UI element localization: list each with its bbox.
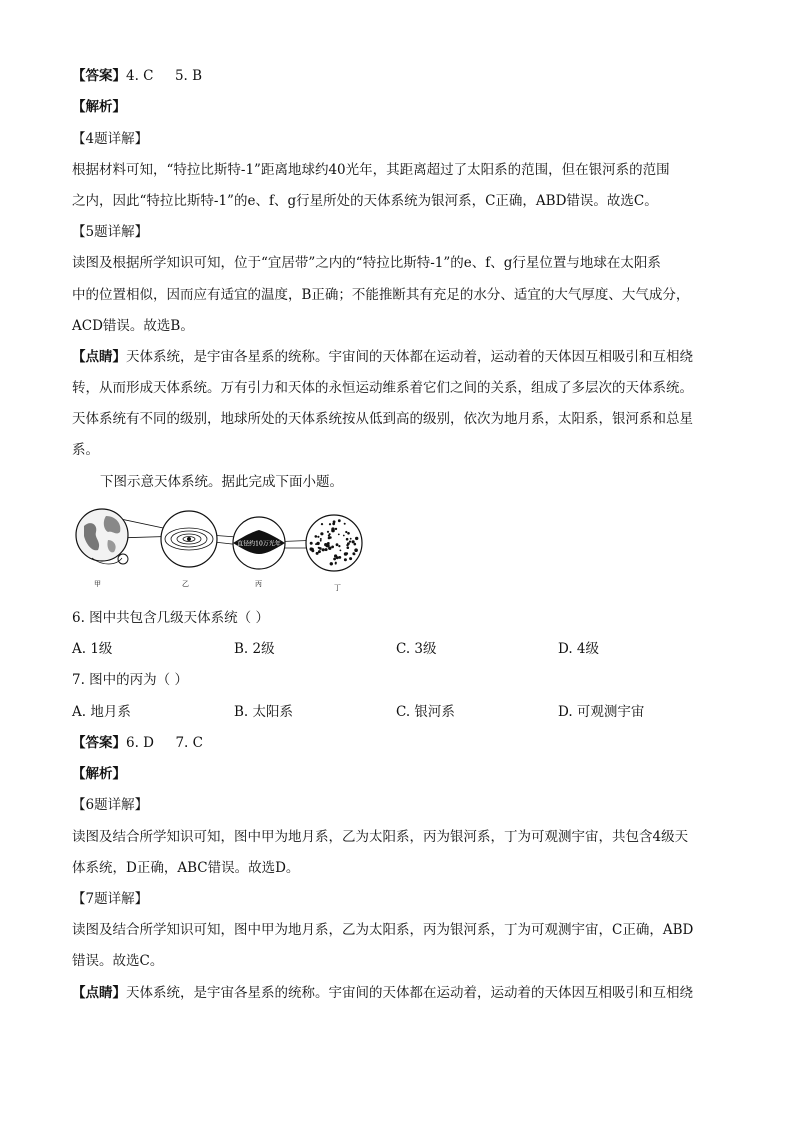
galaxy-dot bbox=[334, 554, 337, 557]
figure-label-bing: 丙 bbox=[255, 580, 262, 588]
q6-stem: 6. 图中共包含几级天体系统（ ） bbox=[72, 610, 269, 626]
galaxy-dot bbox=[338, 534, 340, 536]
answer-text: 4. C 5. B bbox=[126, 68, 203, 84]
galaxy-dot bbox=[327, 531, 329, 533]
analysis-tag: 【解析】 bbox=[72, 99, 126, 115]
galaxy-dot bbox=[315, 535, 318, 538]
q6-detail-line-2: 体系统，D正确，ABC错误。故选D。 bbox=[72, 860, 300, 876]
galaxy-dot bbox=[354, 548, 358, 552]
galaxy-dot bbox=[320, 540, 322, 542]
galaxy-dot bbox=[335, 528, 337, 530]
q6-detail-line-1: 读图及结合所学知识可知，图中甲为地月系，乙为太阳系，丙为银河系，丁为可观测宇宙，共包含4级天 bbox=[72, 829, 689, 845]
q4-detail-line-1: 根据材料可知，“特拉比斯特-1”距离地球约40光年，其距离超过了太阳系的范围，但在银河系的范围 bbox=[72, 162, 670, 178]
galaxy-dot bbox=[335, 563, 337, 565]
answer-text-2: 6. D 7. C bbox=[126, 735, 203, 751]
galaxy-dot bbox=[316, 542, 319, 545]
figure-connector-lines bbox=[116, 518, 322, 548]
galaxy-dot bbox=[338, 519, 341, 522]
figure-label-yi: 乙 bbox=[182, 580, 189, 588]
galaxy-dot bbox=[353, 553, 355, 555]
figure-label-jia: 甲 bbox=[94, 580, 101, 588]
note-tag: 【点睛】 bbox=[72, 349, 126, 365]
galaxy-dot bbox=[326, 544, 330, 548]
note-line-4: 系。 bbox=[72, 442, 99, 458]
galaxy-dot bbox=[336, 543, 339, 546]
galaxy-dot bbox=[349, 541, 351, 543]
galaxy-dot bbox=[333, 520, 336, 523]
milky-way-bing bbox=[233, 517, 285, 569]
note-tag-2: 【点睛】 bbox=[72, 985, 126, 1001]
galaxy-dot bbox=[347, 532, 350, 535]
q7-option-b: B. 太阳系 bbox=[234, 704, 294, 720]
note-line-3: 天体系统有不同的级别，地球所处的天体系统按从低到高的级别，依次为地月系，太阳系，银河系和总星 bbox=[72, 411, 693, 427]
galaxy-dot bbox=[318, 550, 321, 553]
galaxy-dot bbox=[340, 550, 342, 552]
galaxy-dot bbox=[352, 541, 354, 543]
galaxy-dot bbox=[325, 548, 328, 551]
q7-detail-tag: 【7题详解】 bbox=[72, 891, 149, 907]
note-text-1: 天体系统，是宇宙各星系的统称。宇宙间的天体都在运动着，运动着的天体因互相吸引和互相绕 bbox=[126, 349, 693, 365]
answer-line-6-7 bbox=[72, 733, 203, 753]
q6-option-b: B. 2级 bbox=[234, 641, 275, 657]
galaxy-dot bbox=[331, 546, 334, 549]
q6-option-c: C. 3级 bbox=[396, 641, 437, 657]
q7-option-c: C. 银河系 bbox=[396, 704, 455, 720]
galaxy-dot bbox=[346, 552, 349, 555]
q4-detail-tag: 【4题详解】 bbox=[72, 131, 149, 147]
galaxy-dot bbox=[338, 556, 341, 559]
figure-label-ding: 丁 bbox=[334, 584, 341, 592]
answer-line-4-5 bbox=[72, 66, 202, 86]
q5-detail-line-2: 中的位置相似，因而应有适宜的温度，B正确；不能推断其有充足的水分、适宜的大气厚度、大气成分， bbox=[72, 287, 690, 303]
galaxy-dot bbox=[320, 532, 323, 535]
q4-detail-line-2: 之内，因此“特拉比斯特-1”的e、f、g行星所处的天体系统为银河系，C正确，ABD错误。故选C。 bbox=[72, 193, 658, 209]
globe-jia bbox=[76, 509, 128, 564]
galaxy-dot bbox=[319, 547, 322, 550]
solar-system-yi bbox=[161, 511, 217, 567]
galaxy-dot bbox=[311, 549, 314, 552]
galaxy-dot bbox=[329, 533, 331, 535]
galaxy-dot bbox=[345, 531, 347, 533]
galaxy-dot bbox=[330, 562, 333, 565]
q7-stem: 7. 图中的丙为（ ） bbox=[72, 672, 188, 688]
q5-detail-line-3: ACD错误。故选B。 bbox=[72, 318, 194, 334]
q6-detail-tag: 【6题详解】 bbox=[72, 797, 149, 813]
galaxy-dot bbox=[349, 557, 352, 560]
galaxy-dot bbox=[343, 535, 345, 537]
galaxy-dot bbox=[346, 538, 349, 541]
galaxy-dot bbox=[350, 538, 352, 540]
galaxy-dot bbox=[355, 537, 358, 540]
figure-band-label: 直径约10万光年 bbox=[237, 540, 281, 548]
observable-universe-ding bbox=[306, 515, 362, 571]
galaxy-dot bbox=[329, 523, 331, 525]
galaxy-dot bbox=[344, 558, 347, 561]
q6-option-a: A. 1级 bbox=[72, 641, 113, 657]
analysis-tag-2: 【解析】 bbox=[72, 766, 126, 782]
note-line-2: 转，从而形成天体系统。万有引力和天体的永恒运动维系着它们之间的关系，组成了多层次的天体系统。 bbox=[72, 380, 693, 396]
galaxy-dot bbox=[347, 542, 350, 545]
q7-detail-line-1: 读图及结合所学知识可知，图中甲为地月系，乙为太阳系，丙为银河系，丁为可观测宇宙，C正确，ABD bbox=[72, 922, 694, 938]
galaxy-dot bbox=[331, 527, 334, 530]
q5-detail-line-1: 读图及根据所学知识可知，位于“宜居带”之内的“特拉比斯特-1”的e、f、g行星位置与地球在太阳系 bbox=[72, 255, 661, 271]
galaxy-dot bbox=[321, 523, 323, 525]
galaxy-dot bbox=[333, 558, 336, 561]
answer-tag: 【答案】 bbox=[72, 68, 126, 84]
figure-intro: 下图示意天体系统。据此完成下面小题。 bbox=[100, 474, 343, 490]
q7-option-d: D. 可观测宇宙 bbox=[558, 704, 645, 720]
galaxy-dot bbox=[328, 537, 331, 540]
q6-option-d: D. 4级 bbox=[558, 641, 600, 657]
galaxy-dot bbox=[344, 523, 346, 525]
note-text-b2: 天体系统，是宇宙各星系的统称。宇宙间的天体都在运动着，运动着的天体因互相吸引和互相绕 bbox=[126, 985, 693, 1001]
q7-detail-line-2: 错误。故选C。 bbox=[72, 953, 164, 969]
galaxy-dot bbox=[338, 545, 340, 547]
galaxy-dot bbox=[317, 536, 319, 538]
note-line-b2 bbox=[72, 983, 693, 1003]
celestial-system-figure bbox=[72, 502, 372, 592]
galaxy-dot bbox=[322, 548, 325, 551]
galaxy-dot bbox=[347, 546, 350, 549]
q7-option-a: A. 地月系 bbox=[72, 704, 131, 720]
answer-tag-2: 【答案】 bbox=[72, 735, 126, 751]
galaxy-dot bbox=[320, 538, 322, 540]
galaxy-dot bbox=[310, 542, 313, 545]
q5-detail-tag: 【5题详解】 bbox=[72, 224, 149, 240]
note-line-1 bbox=[72, 347, 693, 367]
